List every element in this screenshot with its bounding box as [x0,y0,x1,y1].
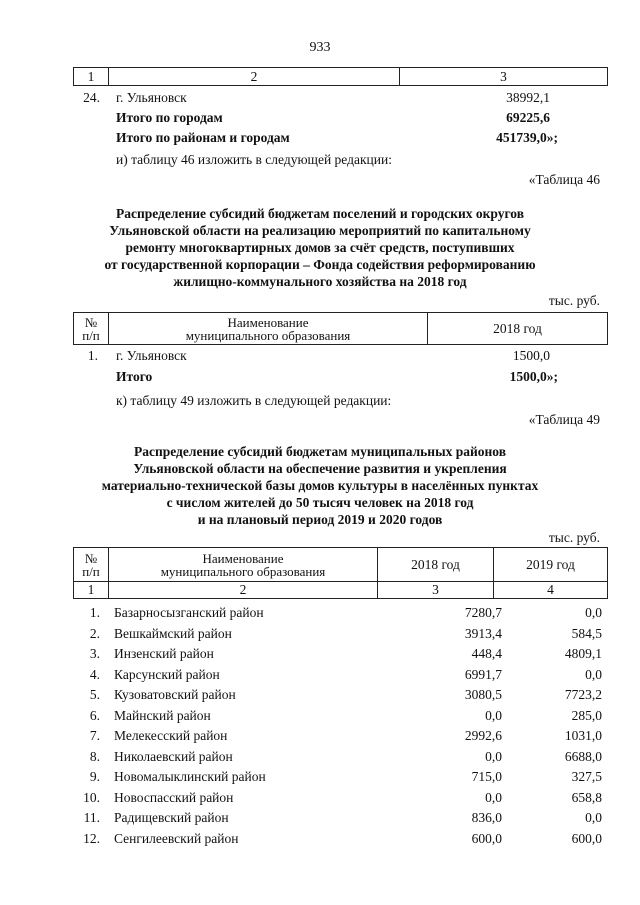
row-value-2018: 7280,7 [464,605,502,620]
header-num-line: п/п [82,327,100,343]
header-num-line: п/п [82,563,100,579]
row-value-2018: 3080,5 [464,687,502,702]
table49-title [0,443,640,528]
top-table-header [73,67,608,86]
row-number: 11. [83,810,100,825]
table-row [0,808,640,827]
row-value-2019: 1031,0 [564,728,602,743]
table-row [0,644,640,663]
row-name: Итого [116,369,153,384]
row-value-2019: 0,0 [585,605,602,620]
col-number-cell: 2 [109,582,378,599]
title-line: и на плановый период 2019 и 2020 годов [197,512,443,527]
row-value-2018: 600,0 [471,830,502,846]
table-row [0,367,640,386]
row-value-2019: 584,5 [571,625,602,641]
header-name-line: Наименование [202,550,284,566]
header-num-line: № [84,550,98,566]
table-row [0,88,640,107]
table-row [0,128,640,147]
row-number: 1. [89,605,100,620]
row-value-2018: 448,4 [471,646,502,661]
header-num-line: № [84,314,98,330]
row-value: 69225,6 [506,110,550,125]
row-number: 7. [89,728,100,743]
header-cell: 3 [400,68,608,86]
table-row [0,108,640,127]
header-cell: 2 [109,68,400,86]
table49-header [73,547,608,599]
row-value-2019: 327,5 [571,769,602,784]
row-number: 24. [83,90,100,105]
row-value-2019: 0,0 [585,810,602,825]
row-value-2019: 7723,2 [564,687,602,702]
header-year-cell: 2018 год [378,548,494,582]
table-row [0,624,640,643]
table-row [0,346,640,365]
row-name: Сенгилеевский район [114,830,239,846]
table46-title [0,205,640,290]
row-value: 38992,1 [506,90,550,105]
title-line: материально-технической базы домов культуры в населённых пунктах [101,478,539,493]
row-name: Итого по районам и городам [116,130,290,145]
instruction-46: и) таблицу 46 изложить в следующей редакции: [116,152,392,167]
table46-label: «Таблица 46 [528,172,600,187]
row-number: 8. [89,748,100,764]
title-line: с числом жителей до 50 тысяч человек на 2018 год [166,495,474,510]
row-name: Новоспасский район [114,789,234,805]
header-year-cell: 2018 год [428,313,608,345]
row-value-2018: 836,0 [471,810,502,825]
row-value-2019: 600,0 [571,830,602,846]
title-line: от государственной корпорации – Фонда содействия реформированию [104,257,536,272]
table-row [0,788,640,807]
row-number: 1. [87,348,98,363]
title-line: Ульяновской области на обеспечение развития и укрепления [133,461,507,476]
row-name: Мелекесский район [114,728,228,743]
row-name: Итого по городам [116,110,223,125]
row-value-2018: 715,0 [471,769,502,784]
row-number: 9. [89,769,100,784]
row-number: 10. [83,789,100,805]
header-num-cell [74,313,109,345]
table46-units: тыс. руб. [548,293,600,308]
header-name-line: муниципального образования [185,327,351,343]
table-row [0,726,640,745]
row-name: Новомалыклинский район [114,769,266,784]
row-value: 1500,0»; [509,369,558,384]
row-value-2018: 0,0 [485,707,502,723]
table-row [0,767,640,786]
header-cell: 1 [74,68,109,86]
row-name: Вешкаймский район [114,625,232,641]
row-value-2018: 0,0 [485,748,502,764]
table-row [0,829,640,848]
table-row [0,603,640,622]
row-number: 12. [83,830,100,846]
row-value-2019: 285,0 [571,707,602,723]
row-value-2018: 0,0 [485,789,502,805]
title-line: Распределение субсидий бюджетам муниципальных районов [133,444,507,459]
header-name-cell [109,313,428,345]
table-row [0,685,640,704]
title-line: Распределение субсидий бюджетам поселений и городских округов [115,206,525,221]
header-name-cell [109,548,378,582]
row-name: Николаевский район [114,748,233,764]
row-value-2018: 2992,6 [464,728,502,743]
title-line: ремонту многоквартирных домов за счёт средств, поступивших [125,240,515,255]
col-number-cell: 3 [378,582,494,599]
row-value-2018: 6991,7 [464,666,502,682]
row-name: г. Ульяновск [116,90,187,105]
table-row [0,706,640,725]
row-value: 451739,0»; [496,130,558,145]
row-name: г. Ульяновск [116,348,187,363]
row-number: 2. [89,625,100,641]
col-number-cell: 1 [74,582,109,599]
table-row [0,747,640,766]
table-row [0,665,640,684]
instruction-49: к) таблицу 49 изложить в следующей редакции: [116,393,392,408]
row-name: Радищевский район [114,810,229,825]
row-name: Карсунский район [114,666,220,682]
row-value-2019: 6688,0 [564,748,602,764]
row-name: Майнский район [114,707,211,723]
row-value-2018: 3913,4 [464,625,502,641]
title-line: Ульяновской области на реализацию мероприятий по капитальному [109,223,531,238]
row-number: 6. [89,707,100,723]
row-value-2019: 658,8 [571,789,602,805]
page-number: 933 [309,40,331,55]
row-name: Кузоватовский район [114,687,236,702]
row-number: 5. [89,687,100,702]
table49-label: «Таблица 49 [528,412,600,427]
row-name: Инзенский район [114,646,214,661]
row-value-2019: 0,0 [585,666,602,682]
row-value-2019: 4809,1 [564,646,602,661]
table46-header [73,312,608,345]
header-num-cell [74,548,109,582]
row-value: 1500,0 [512,348,550,363]
table49-units: тыс. руб. [548,530,600,545]
row-number: 4. [89,666,100,682]
header-name-line: муниципального образования [160,563,326,579]
row-name: Базарносызганский район [114,605,264,620]
header-name-line: Наименование [227,314,309,330]
row-number: 3. [89,646,100,661]
title-line: жилищно-коммунального хозяйства на 2018 год [173,274,467,289]
col-number-cell: 4 [494,582,608,599]
header-year-cell: 2019 год [494,548,608,582]
